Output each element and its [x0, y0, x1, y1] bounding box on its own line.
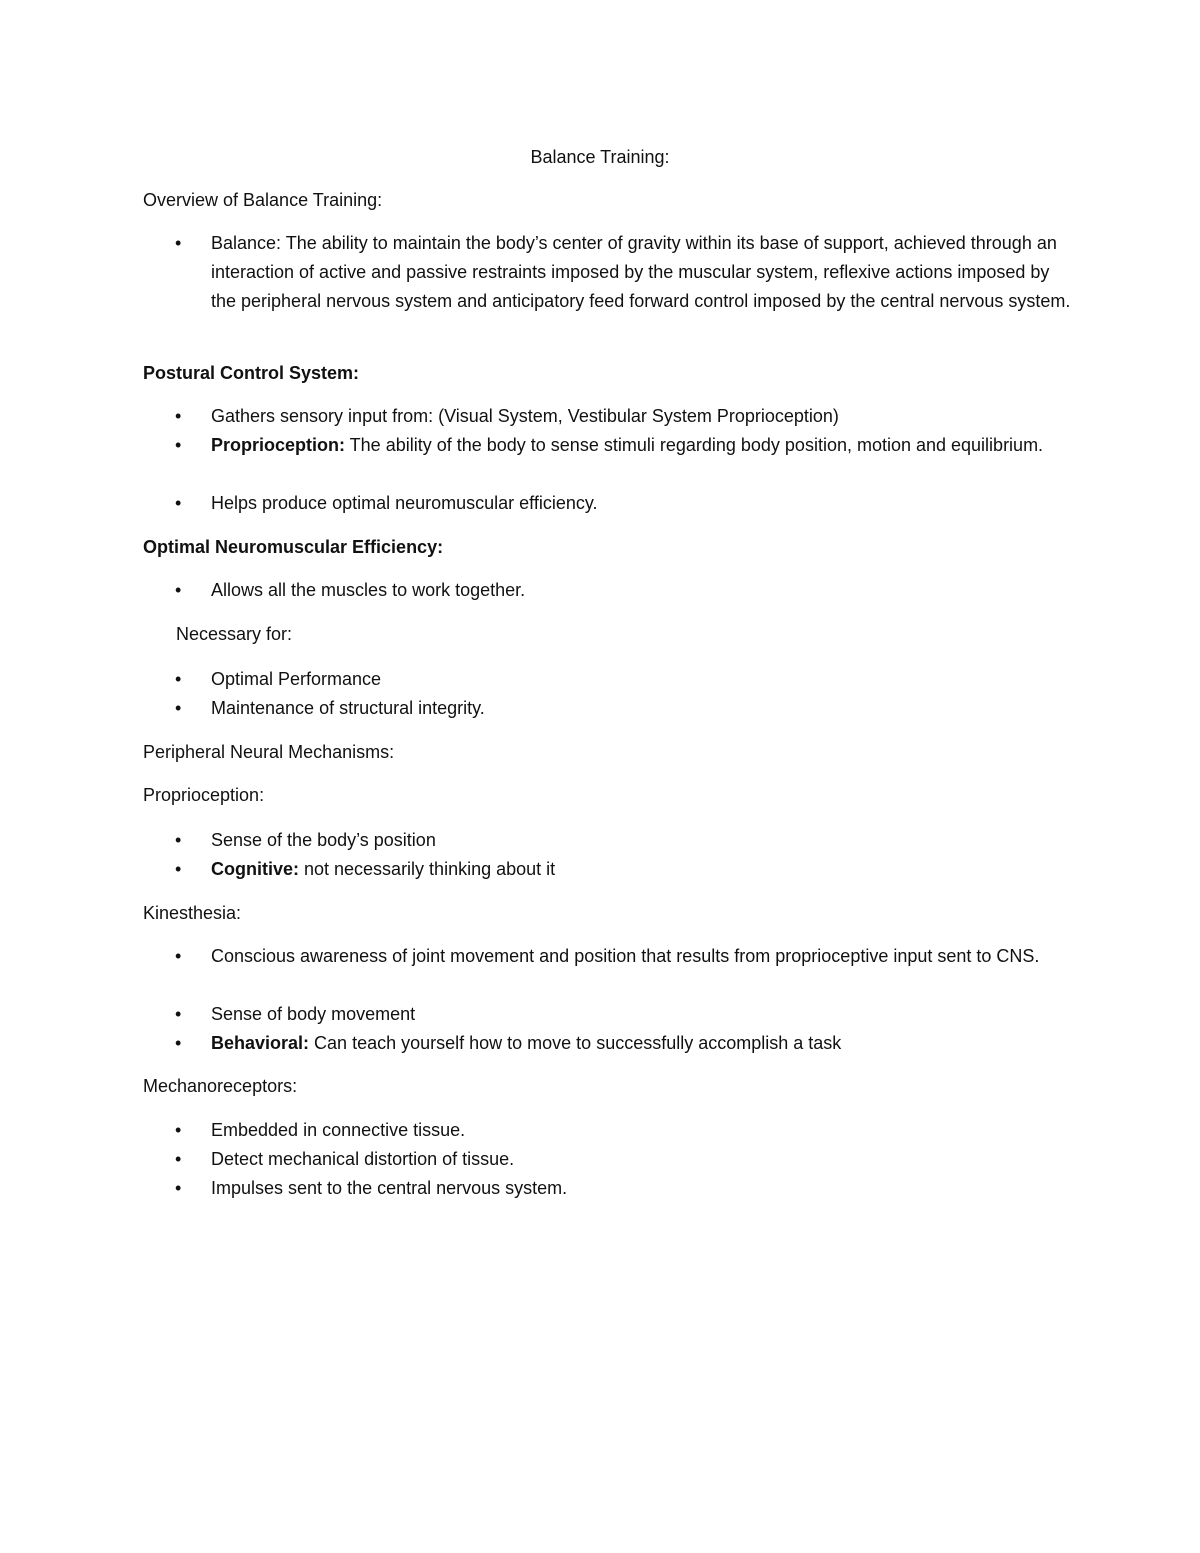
list-item: [211, 229, 1071, 316]
list-item: [211, 489, 1071, 518]
list-item: [211, 665, 1071, 694]
bullet-icon: •: [175, 1178, 182, 1198]
list-item: [211, 855, 1071, 884]
item-text: Sense of the body’s position: [211, 830, 436, 850]
list-item: [211, 402, 1071, 431]
subheading-necessary: Necessary for:: [176, 624, 293, 644]
bullet-icon: •: [175, 406, 182, 426]
item-text: The ability to maintain the body’s center of gravity within its base of support, achieved through an interaction of active and passive restraints imposed by the muscular system, reflexive actions imposed by the peripheral nervous system and anticipatory feed forward control imposed by the central nervous system.: [211, 233, 1071, 311]
item-label: Balance:: [211, 233, 282, 253]
bullet-icon: •: [175, 493, 182, 513]
list-item: [211, 431, 1071, 460]
bullet-icon: •: [175, 946, 182, 966]
section-heading-overview: Overview of Balance Training:: [143, 190, 383, 210]
list-item: [211, 1145, 1071, 1174]
bullet-icon: •: [175, 859, 182, 879]
item-text: not necessarily thinking about it: [299, 859, 556, 879]
list-item: [211, 942, 1071, 971]
item-text: Maintenance of structural integrity.: [211, 698, 485, 718]
item-text: Conscious awareness of joint movement and position that results from proprioceptive input sent to CNS.: [211, 946, 1040, 966]
item-text: Embedded in connective tissue.: [211, 1120, 466, 1140]
list-item: [211, 826, 1071, 855]
item-label: Proprioception:: [211, 435, 345, 455]
item-text: Optimal Performance: [211, 669, 382, 689]
bullet-icon: •: [175, 435, 182, 455]
section-heading-postural: Postural Control System:: [143, 363, 360, 383]
item-text: Allows all the muscles to work together.: [211, 580, 526, 600]
section-heading-optimal: Optimal Neuromuscular Efficiency:: [143, 537, 444, 557]
item-text: Helps produce optimal neuromuscular efficiency.: [211, 493, 598, 513]
item-text: The ability of the body to sense stimuli regarding body position, motion and equilibrium.: [345, 435, 1044, 455]
bullet-icon: •: [175, 580, 182, 600]
section-heading-kinesthesia: Kinesthesia:: [143, 903, 242, 923]
item-text: Sense of body movement: [211, 1004, 416, 1024]
bullet-icon: •: [175, 669, 182, 689]
item-label: Behavioral:: [211, 1033, 310, 1053]
list-item: [211, 1174, 1071, 1203]
list-item: [211, 694, 1071, 723]
section-heading-proprioception: Proprioception:: [143, 785, 265, 805]
bullet-icon: •: [175, 1004, 182, 1024]
section-heading-peripheral: Peripheral Neural Mechanisms:: [143, 742, 395, 762]
item-label: Cognitive:: [211, 859, 299, 879]
list-item: [211, 576, 1071, 605]
list-item: [211, 1116, 1071, 1145]
item-text: Detect mechanical distortion of tissue.: [211, 1149, 515, 1169]
bullet-icon: •: [175, 1149, 182, 1169]
item-text: Can teach yourself how to move to successfully accomplish a task: [309, 1033, 842, 1053]
document-title: Balance Training:: [530, 147, 670, 167]
item-text: Gathers sensory input from: (Visual System, Vestibular System Proprioception): [211, 406, 839, 426]
bullet-icon: •: [175, 1120, 182, 1140]
list-item: [211, 1029, 1071, 1058]
bullet-icon: •: [175, 830, 182, 850]
section-heading-mechanoreceptors: Mechanoreceptors:: [143, 1076, 298, 1096]
bullet-icon: •: [175, 1033, 182, 1053]
list-item: [211, 1000, 1071, 1029]
bullet-icon: •: [175, 233, 182, 253]
bullet-icon: •: [175, 698, 182, 718]
item-text: Impulses sent to the central nervous system.: [211, 1178, 568, 1198]
